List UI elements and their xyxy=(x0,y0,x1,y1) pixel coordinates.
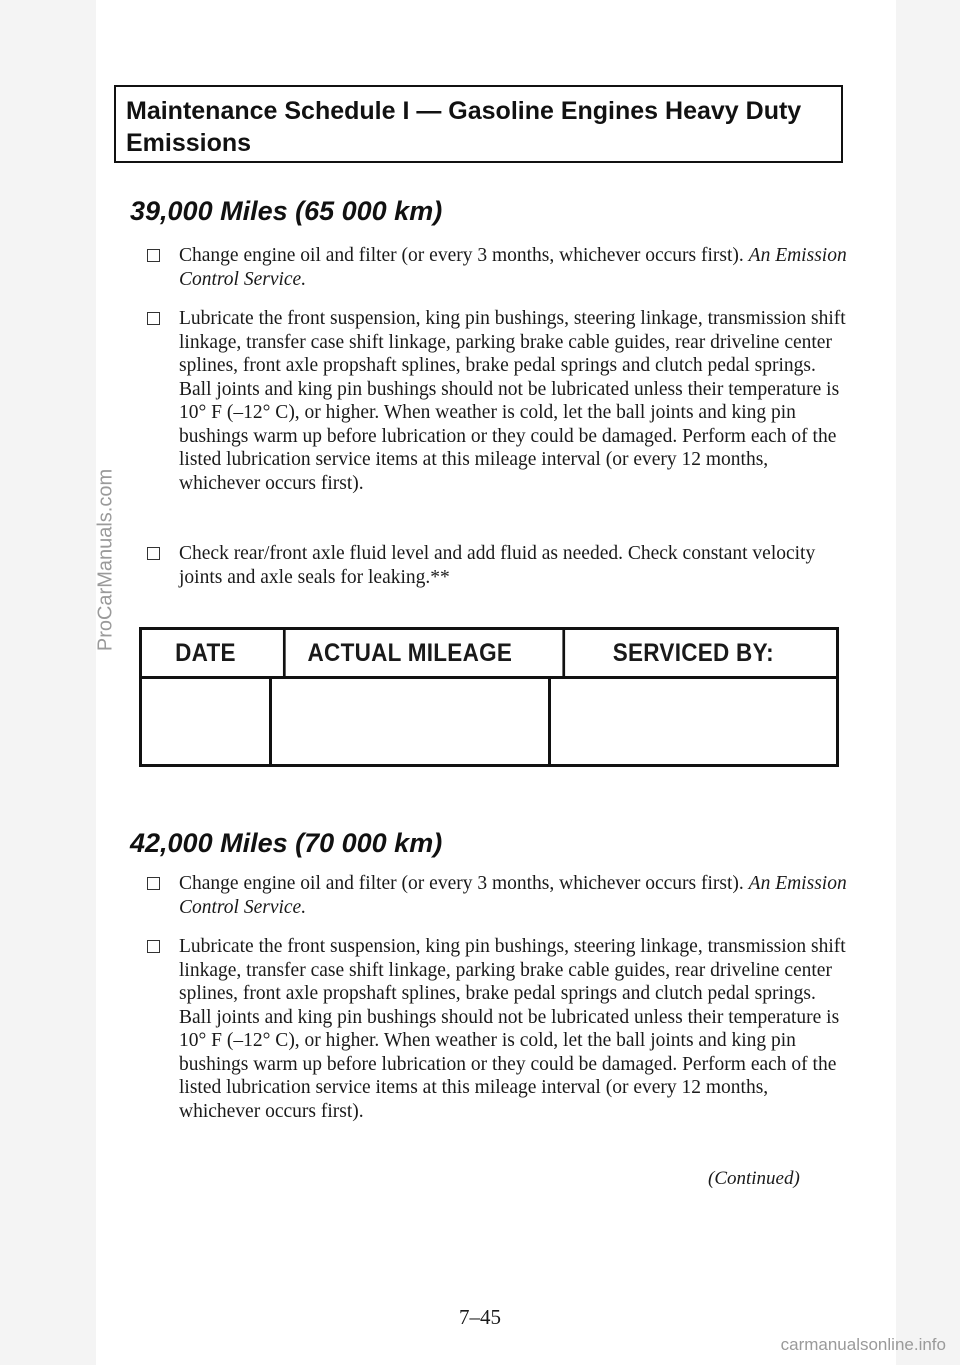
section-heading-42000: 42,000 Miles (70 000 km) xyxy=(130,828,443,858)
checkbox-icon[interactable] xyxy=(147,249,160,262)
schedule-title-banner xyxy=(114,85,843,163)
checkbox-icon[interactable] xyxy=(147,312,160,325)
item-text: Lubricate the front suspension, king pin bushings, steering linkage, transmission shift linkage, transfer case shift linkage, parking brake cable guides, rear driveline center splines, front axle propshaft splines, brake pedal springs and clutch pedal springs. Ball joints and king pin bushings should not be lubricated unless their temperature is 10° F (–12° C), or higher. When weather is cold, let the ball joints and king pin bushings warm up before lubrication or they could be damaged. Perform each of the listed lubrication service items at this mileage interval (or every 12 months, whichever occurs first). xyxy=(179,308,846,494)
column-header-date: DATE xyxy=(175,638,236,667)
schedule-title: Maintenance Schedule I — Gasoline Engines Heavy Duty Emissions xyxy=(126,97,802,157)
service-item xyxy=(147,307,847,495)
continued-note: (Continued) xyxy=(708,1168,800,1189)
page-number: 7–45 xyxy=(459,1305,501,1329)
service-log-row xyxy=(142,679,836,764)
item-text: Change engine oil and filter (or every 3 months, whichever occurs first). xyxy=(179,245,744,266)
mileage-cell[interactable] xyxy=(269,679,548,764)
service-item xyxy=(147,542,847,589)
bottom-watermark: carmanualsonline.info xyxy=(780,1335,946,1354)
date-cell[interactable] xyxy=(142,679,269,764)
serviced-by-cell[interactable] xyxy=(548,679,836,764)
column-header-serviced-by: SERVICED BY: xyxy=(562,630,821,676)
service-item xyxy=(147,935,847,1123)
item-text: Check rear/front axle fluid level and add fluid as needed. Check constant velocity joints and axle seals for leaking.** xyxy=(179,543,816,588)
item-text: Lubricate the front suspension, king pin bushings, steering linkage, transmission shift linkage, transfer case shift linkage, parking brake cable guides, rear driveline center splines, front axle propshaft splines, brake pedal springs and clutch pedal springs. Ball joints and king pin bushings should not be lubricated unless their temperature is 10° F (–12° C), or higher. When weather is cold, let the ball joints and king pin bushings warm up before lubrication or they could be damaged. Perform each of the listed lubrication service items at this mileage interval (or every 12 months, whichever occurs first). xyxy=(179,936,846,1122)
emission-note: An Emission Control Service. xyxy=(179,873,847,918)
checkbox-icon[interactable] xyxy=(147,547,160,560)
section-heading-39000: 39,000 Miles (65 000 km) xyxy=(130,196,443,226)
service-item xyxy=(147,244,847,291)
service-log-table xyxy=(139,627,839,767)
emission-note: An Emission Control Service. xyxy=(179,245,847,290)
item-text: Change engine oil and filter (or every 3 months, whichever occurs first). xyxy=(179,873,744,894)
service-item xyxy=(147,872,847,919)
checkbox-icon[interactable] xyxy=(147,940,160,953)
column-header-mileage: ACTUAL MILEAGE xyxy=(283,630,534,676)
side-watermark: ProCarManuals.com xyxy=(94,468,117,652)
service-log-header xyxy=(142,630,836,679)
checkbox-icon[interactable] xyxy=(147,877,160,890)
